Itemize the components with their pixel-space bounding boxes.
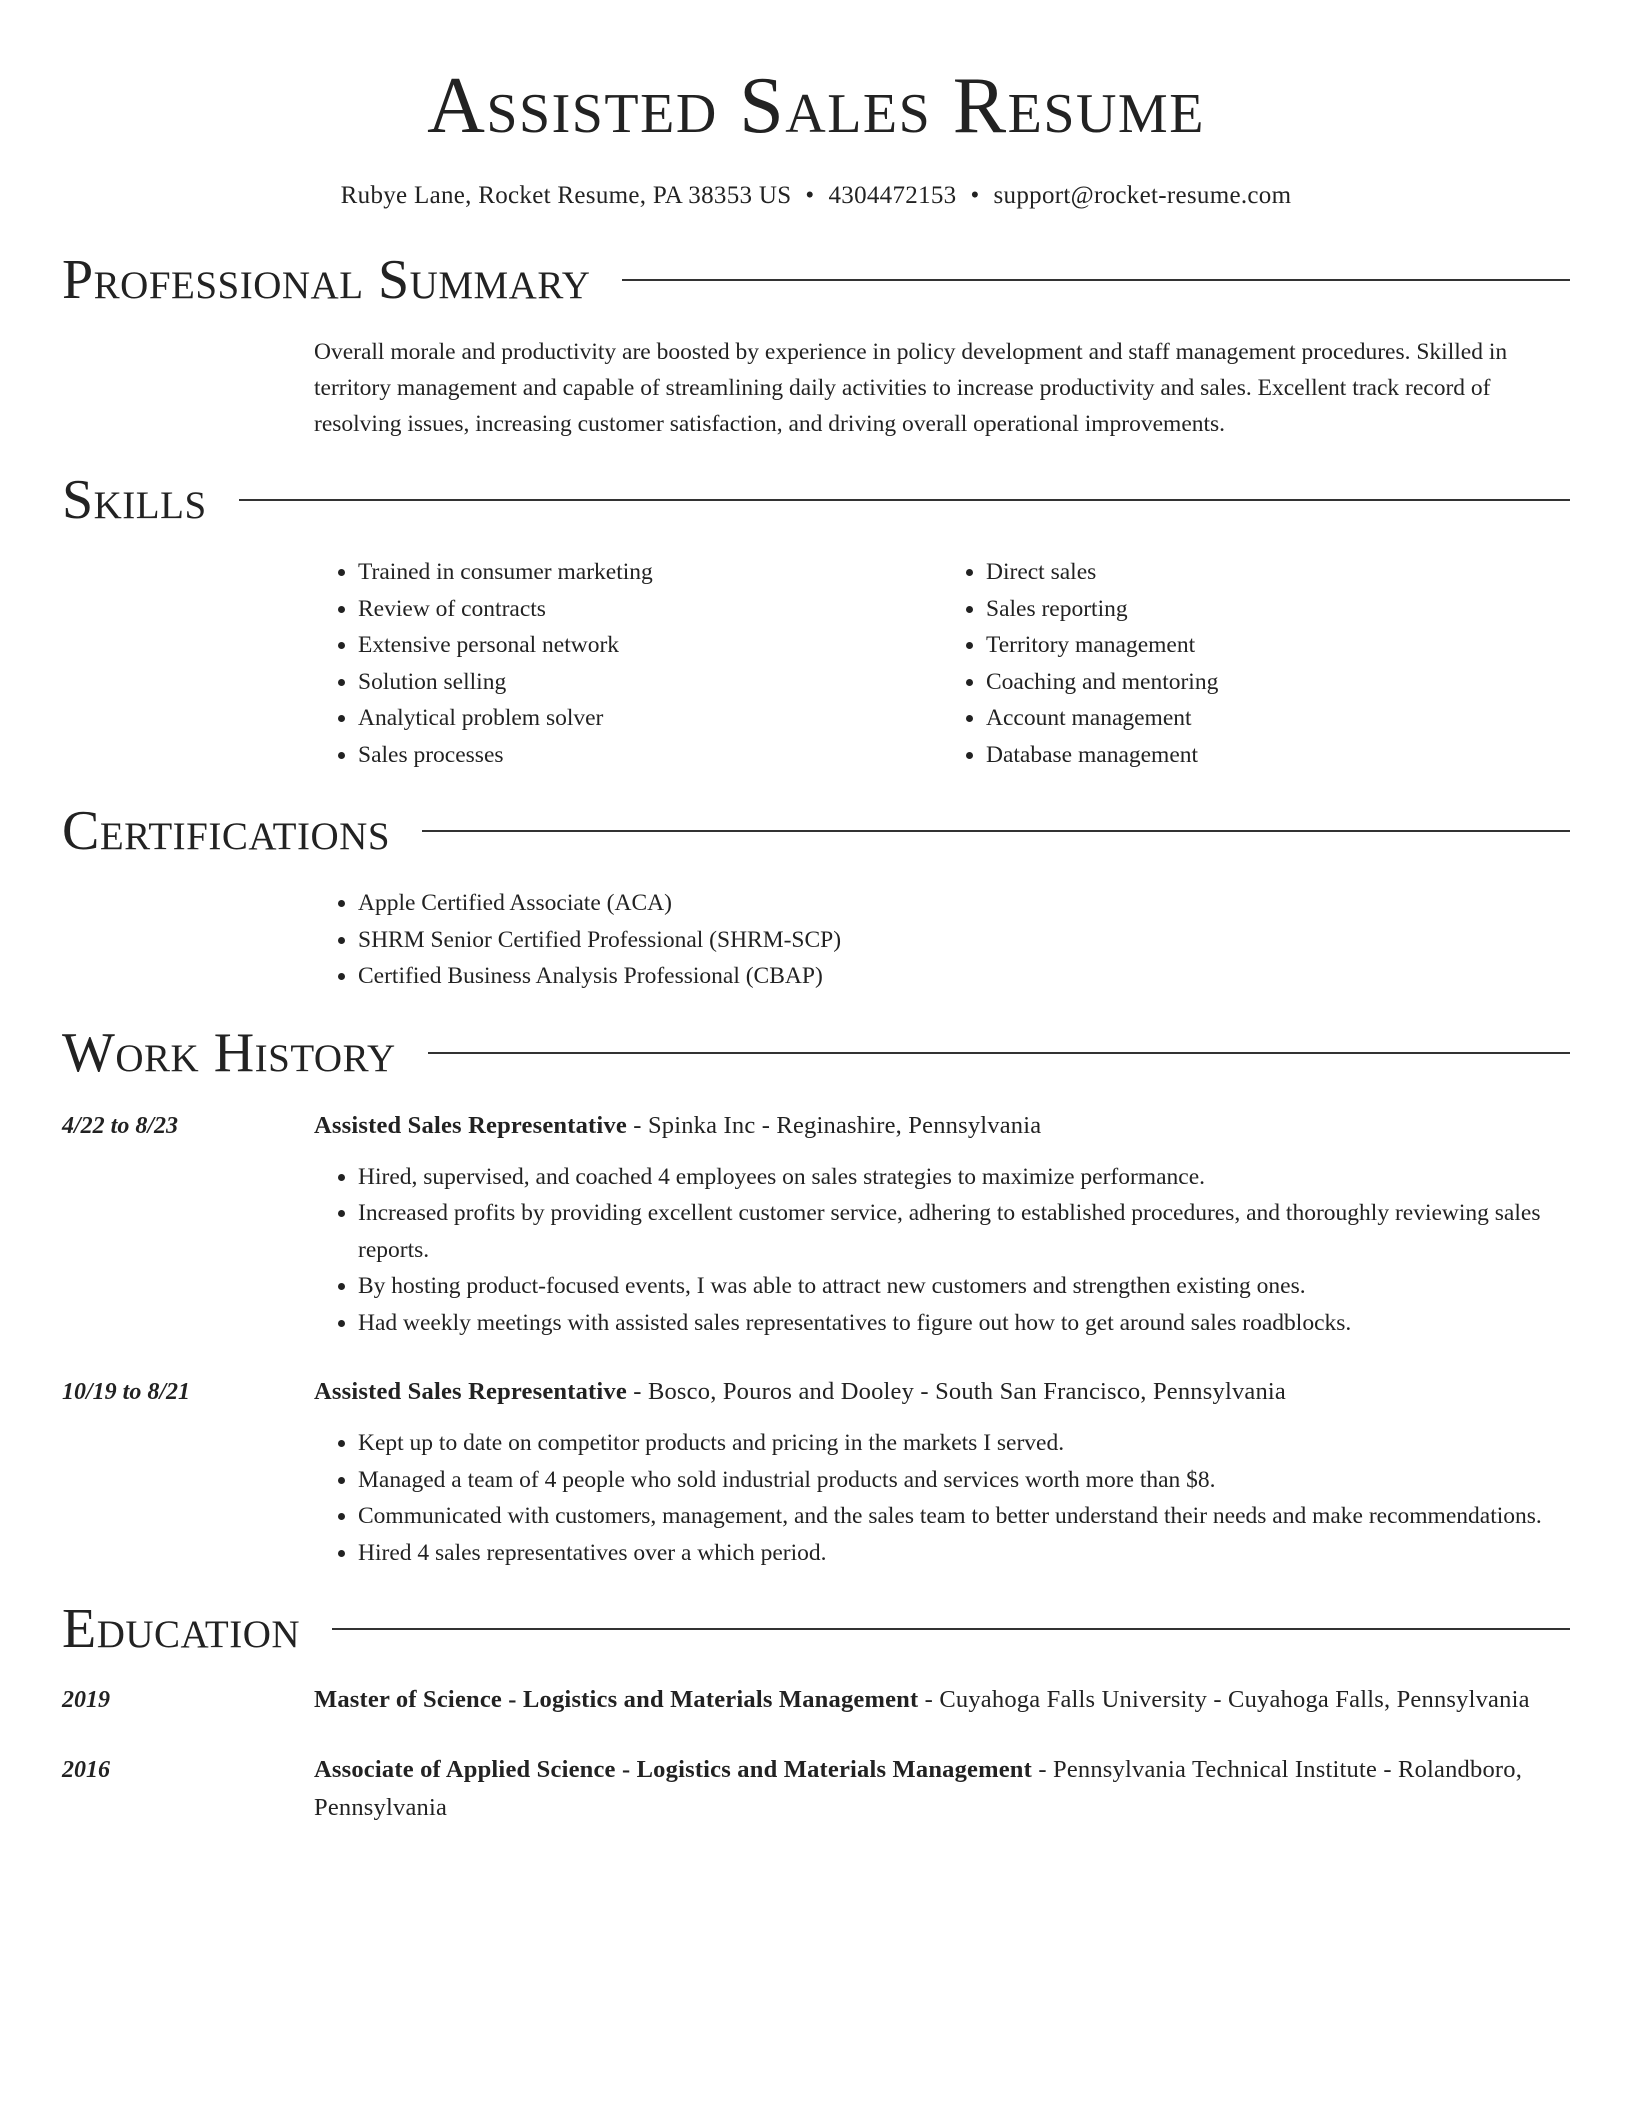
list-item: • Solution selling [358, 664, 942, 701]
degree-title: Master of Science - Logistics and Materials Management [314, 1686, 919, 1713]
list-item: • Review of contracts [358, 591, 942, 628]
work-heading [314, 1373, 1570, 1411]
education-entry [62, 1681, 1570, 1719]
list-item: • Coaching and mentoring [986, 664, 1570, 701]
section-header [62, 1023, 1570, 1083]
section-heading-work-history: Work History [62, 1021, 396, 1084]
list-item: • SHRM Senior Certified Professional (SHRM-SCP) [358, 922, 1570, 959]
section-education [62, 1599, 1570, 1827]
job-details: - Bosco, Pouros and Dooley - South San Francisco, Pennsylvania [626, 1378, 1286, 1405]
list-item: • Direct sales [986, 554, 1570, 591]
work-dates: 4/22 to 8/23 [62, 1112, 179, 1139]
skills-list-left [314, 554, 942, 773]
degree-details: - Pennsylvania Technical Institute - Rolandboro, Pennsylvania [314, 1756, 1523, 1821]
list-item: • Hired, supervised, and coached 4 employees on sales strategies to maximize performance. [358, 1159, 1570, 1196]
work-entry [62, 1373, 1570, 1571]
job-bullets [314, 1425, 1570, 1571]
contact-email: support@rocket-resume.com [993, 182, 1292, 209]
list-item: • Apple Certified Associate (ACA) [358, 885, 1570, 922]
list-item: • Increased profits by providing excellent customer service, adhering to established procedures, and thoroughly reviewing sales reports. [358, 1195, 1570, 1268]
job-title: Assisted Sales Representative [314, 1111, 627, 1139]
work-heading [314, 1107, 1570, 1145]
job-details: - Spinka Inc - Reginashire, Pennsylvania [626, 1111, 1042, 1139]
section-heading-summary: Professional Summary [62, 249, 591, 311]
work-entry [62, 1107, 1570, 1342]
section-header [62, 801, 1570, 861]
list-item: • By hosting product-focused events, I was able to attract new customers and strengthen existing ones. [358, 1268, 1570, 1305]
summary-text: Overall morale and productivity are boosted by experience in policy development and staff management procedures. Skilled in territory management and capable of streamlining daily activities to increase productivity and sales. Excellent track record of resolving issues, increasing customer satisfaction, and driving overall operational improvements. [314, 339, 1508, 437]
education-heading [314, 1681, 1570, 1719]
work-body [314, 1107, 1570, 1342]
list-item: • Hired 4 sales representatives over a which period. [358, 1535, 1570, 1572]
list-item: • Kept up to date on competitor products and pricing in the markets I served. [358, 1425, 1570, 1462]
section-divider [428, 1052, 1570, 1054]
resume-title: Assisted Sales Resume [427, 62, 1205, 150]
section-skills [62, 470, 1570, 773]
section-divider [239, 499, 1570, 501]
section-certifications [62, 801, 1570, 995]
education-year: 2016 [62, 1757, 110, 1783]
degree-details: - Cuyahoga Falls University - Cuyahoga Falls, Pennsylvania [918, 1686, 1530, 1713]
list-item: • Territory management [986, 627, 1570, 664]
section-header [62, 470, 1570, 530]
contact-line [62, 182, 1570, 210]
section-divider [622, 279, 1570, 281]
section-work-history [62, 1023, 1570, 1572]
certifications-list [314, 885, 1570, 995]
contact-address: Rubye Lane, Rocket Resume, PA 38353 US [340, 182, 792, 209]
contact-separator: • [805, 182, 815, 209]
section-divider [332, 1628, 1570, 1630]
list-item: • Analytical problem solver [358, 700, 942, 737]
job-bullets [314, 1159, 1570, 1342]
section-header [62, 250, 1570, 310]
job-title: Assisted Sales Representative [314, 1378, 627, 1405]
contact-phone: 4304472153 [828, 182, 957, 209]
section-divider [422, 830, 1570, 832]
certifications-bullets [314, 885, 1570, 995]
list-item: • Sales reporting [986, 591, 1570, 628]
list-item: • Communicated with customers, management, and the sales team to better understand their needs and make recommendations. [358, 1498, 1570, 1535]
education-heading [314, 1751, 1570, 1827]
list-item: • Extensive personal network [358, 627, 942, 664]
section-header [62, 1599, 1570, 1659]
list-item: • Account management [986, 700, 1570, 737]
section-summary [62, 250, 1570, 442]
section-heading-certifications: Certifications [62, 800, 391, 862]
education-list [62, 1681, 1570, 1827]
work-dates: 10/19 to 8/21 [62, 1379, 191, 1405]
list-item: • Database management [986, 737, 1570, 774]
education-year: 2019 [62, 1687, 110, 1713]
list-item: • Trained in consumer marketing [358, 554, 942, 591]
list-item: • Managed a team of 4 people who sold industrial products and services worth more than $8. [358, 1462, 1570, 1499]
list-item: • Sales processes [358, 737, 942, 774]
list-item: • Had weekly meetings with assisted sales representatives to figure out how to get around sales roadblocks. [358, 1305, 1570, 1342]
section-heading-education: Education [62, 1598, 301, 1660]
section-heading-skills: Skills [62, 469, 207, 531]
work-body [314, 1373, 1570, 1571]
skills-list-right [942, 554, 1570, 773]
education-entry [62, 1751, 1570, 1827]
contact-separator: • [970, 182, 980, 209]
degree-title: Associate of Applied Science - Logistics and Materials Management [314, 1756, 1032, 1783]
skills-grid [314, 554, 1570, 773]
list-item: • Certified Business Analysis Professional (CBAP) [358, 958, 1570, 995]
